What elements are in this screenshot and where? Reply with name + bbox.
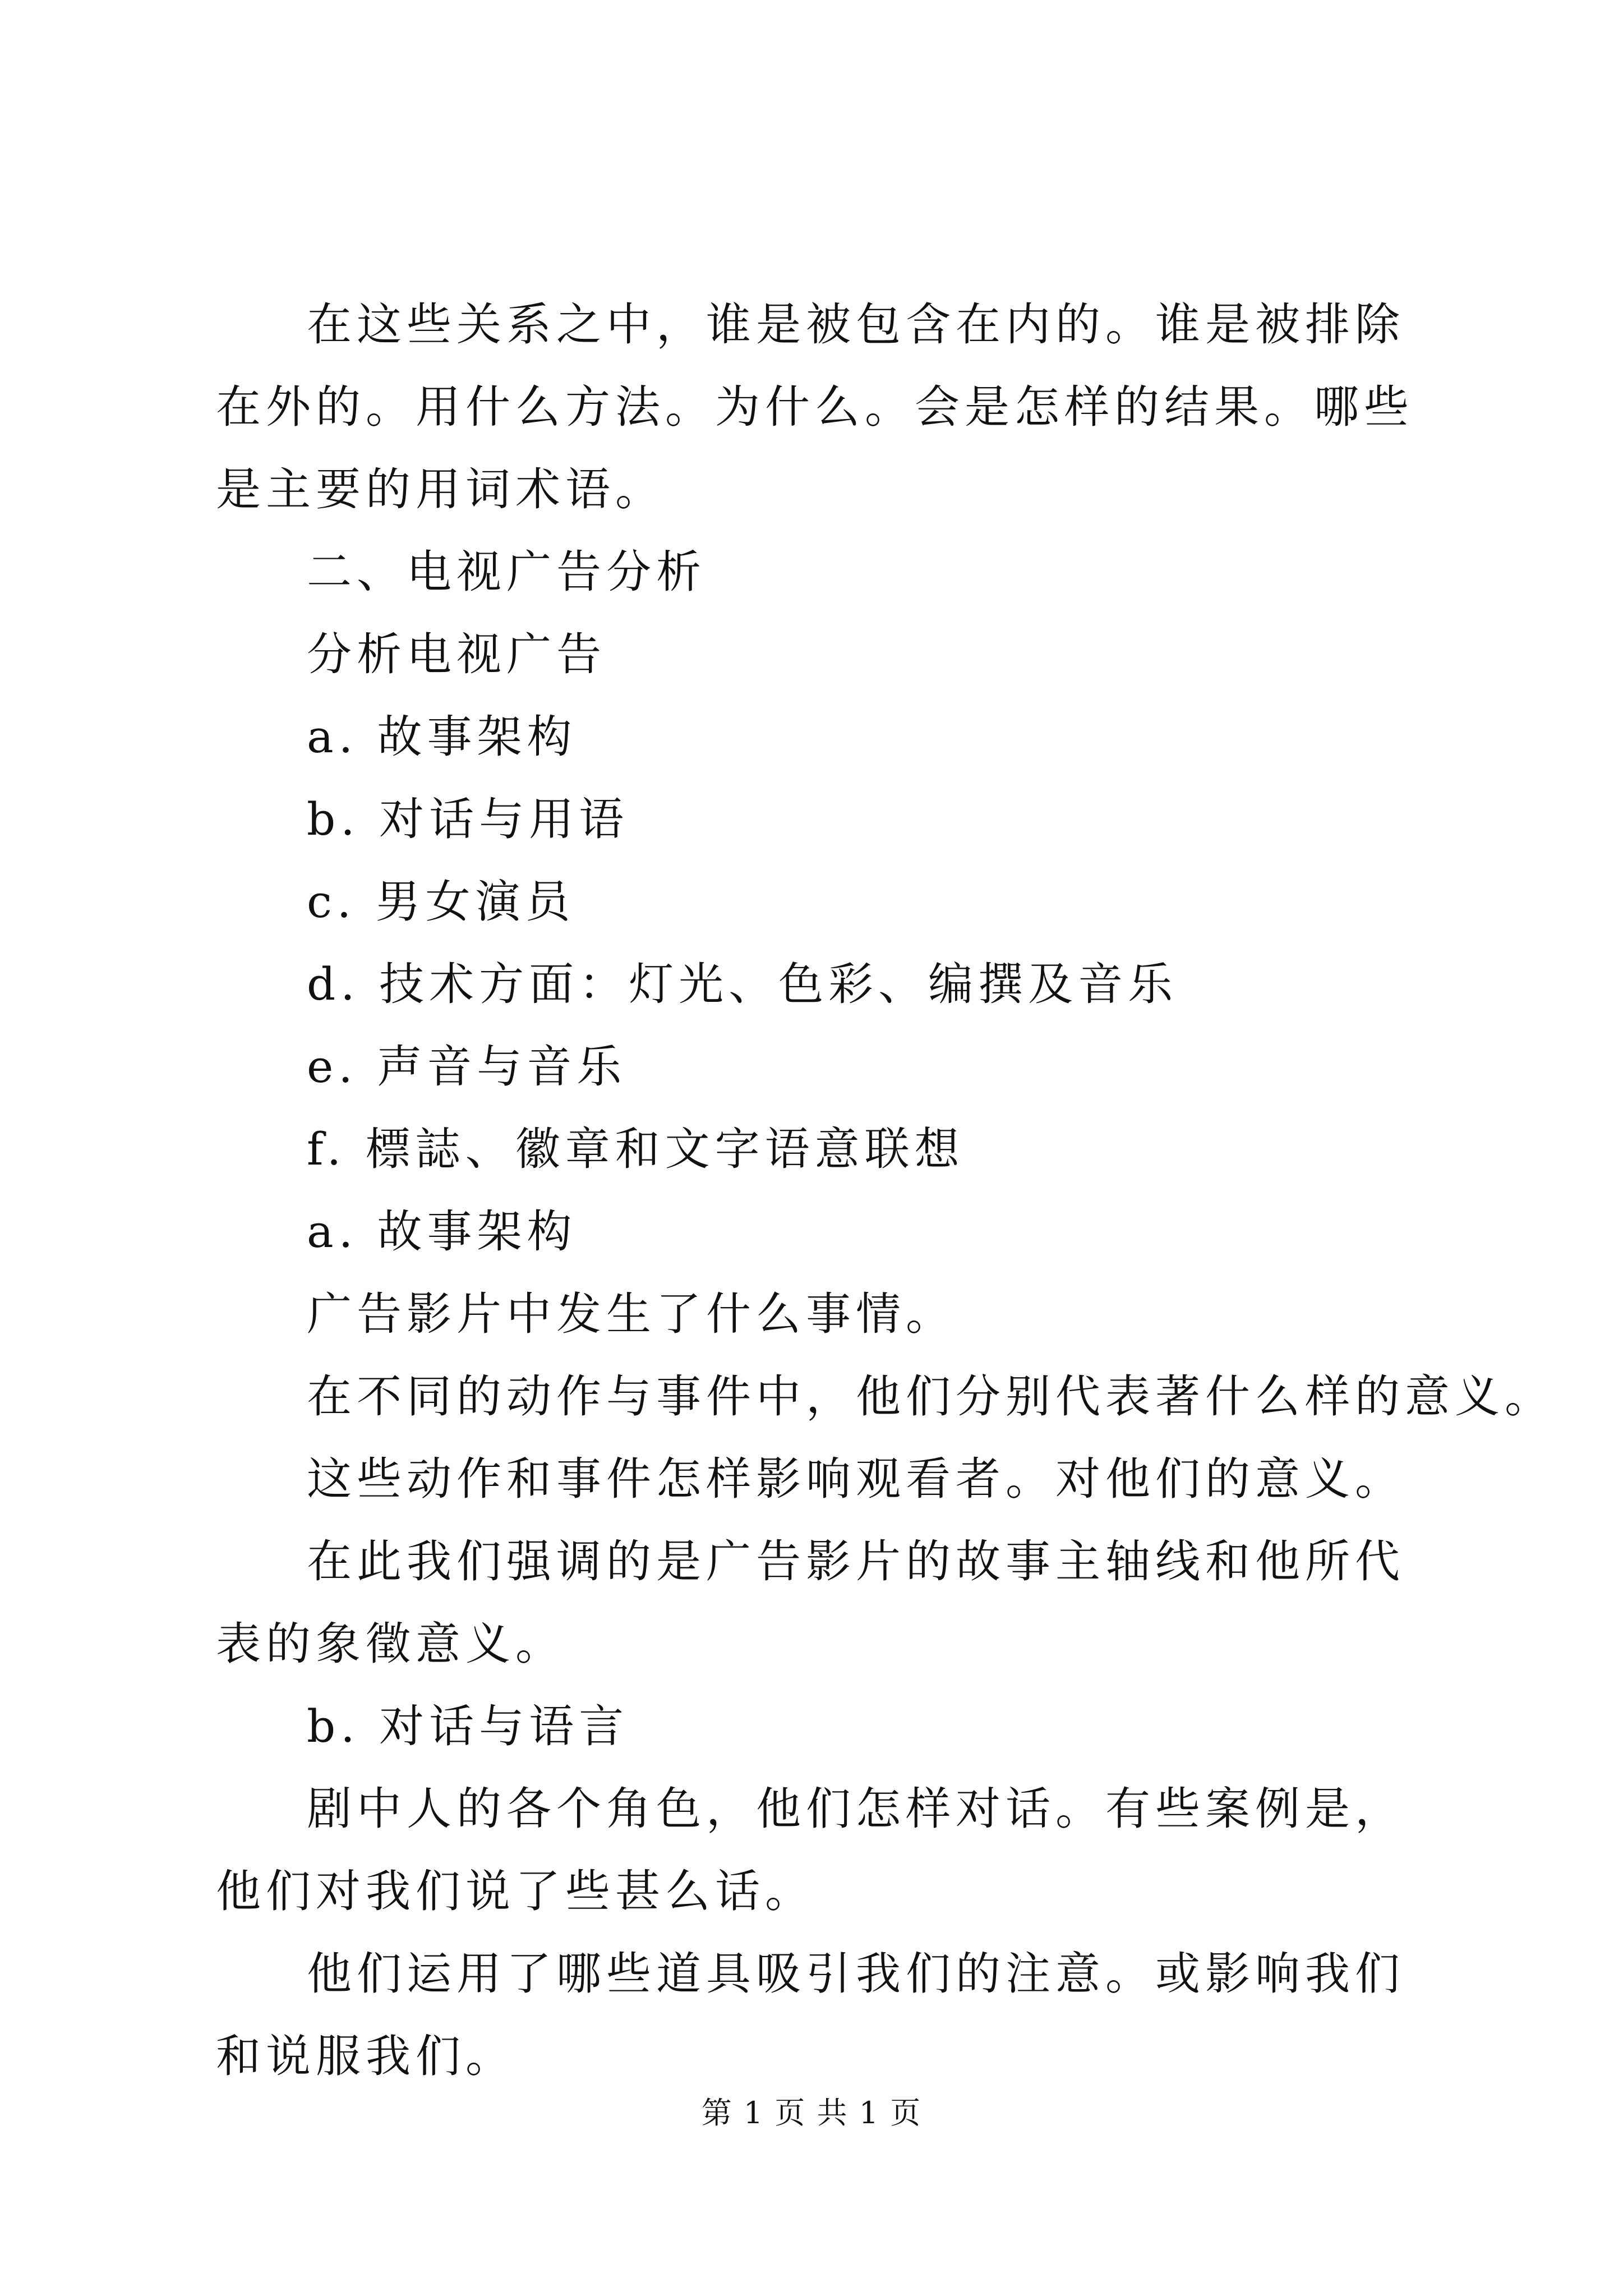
subsection-heading: b. 对话与语言	[307, 1700, 629, 1752]
document-body	[216, 283, 1555, 2097]
paragraph: 在此我们强调的是广告影片的故事主轴线和他所代表的象徵意义。	[216, 1535, 1405, 1670]
paragraph: 剧中人的各个角色，他们怎样对话。有些案例是，他们对我们说了些甚么话。	[216, 1783, 1405, 1917]
paragraph: 在这些关系之中，谁是被包含在内的。谁是被排除在外的。用什么方法。为什么。会是怎样的结果。哪些是主要的用词术语。	[216, 298, 1414, 516]
paragraph: 他们运用了哪些道具吸引我们的注意。或影响我们和说服我们。	[216, 1948, 1405, 2082]
page-footer: 第 1 页 共 1 页	[701, 2095, 922, 2131]
list-item: c. 男女演员	[307, 876, 575, 928]
section-heading: 二、电视广告分析	[307, 546, 706, 598]
subsection-heading: a. 故事架构	[307, 1205, 577, 1258]
list-item: d. 技术方面：灯光、色彩、编撰及音乐	[307, 958, 1178, 1010]
list-item: e. 声音与音乐	[307, 1041, 627, 1093]
paragraph: 分析电视广告	[307, 628, 606, 680]
paragraph: 在不同的动作与事件中，他们分别代表著什么样的意义。	[307, 1370, 1555, 1423]
list-item: b. 对话与用语	[307, 793, 629, 845]
list-item: a. 故事架构	[307, 711, 577, 763]
paragraph: 这些动作和事件怎样影响观看者。对他们的意义。	[307, 1453, 1405, 1505]
paragraph: 广告影片中发生了什么事情。	[307, 1288, 956, 1340]
list-item: f. 標誌、徽章和文字语意联想	[307, 1123, 965, 1175]
